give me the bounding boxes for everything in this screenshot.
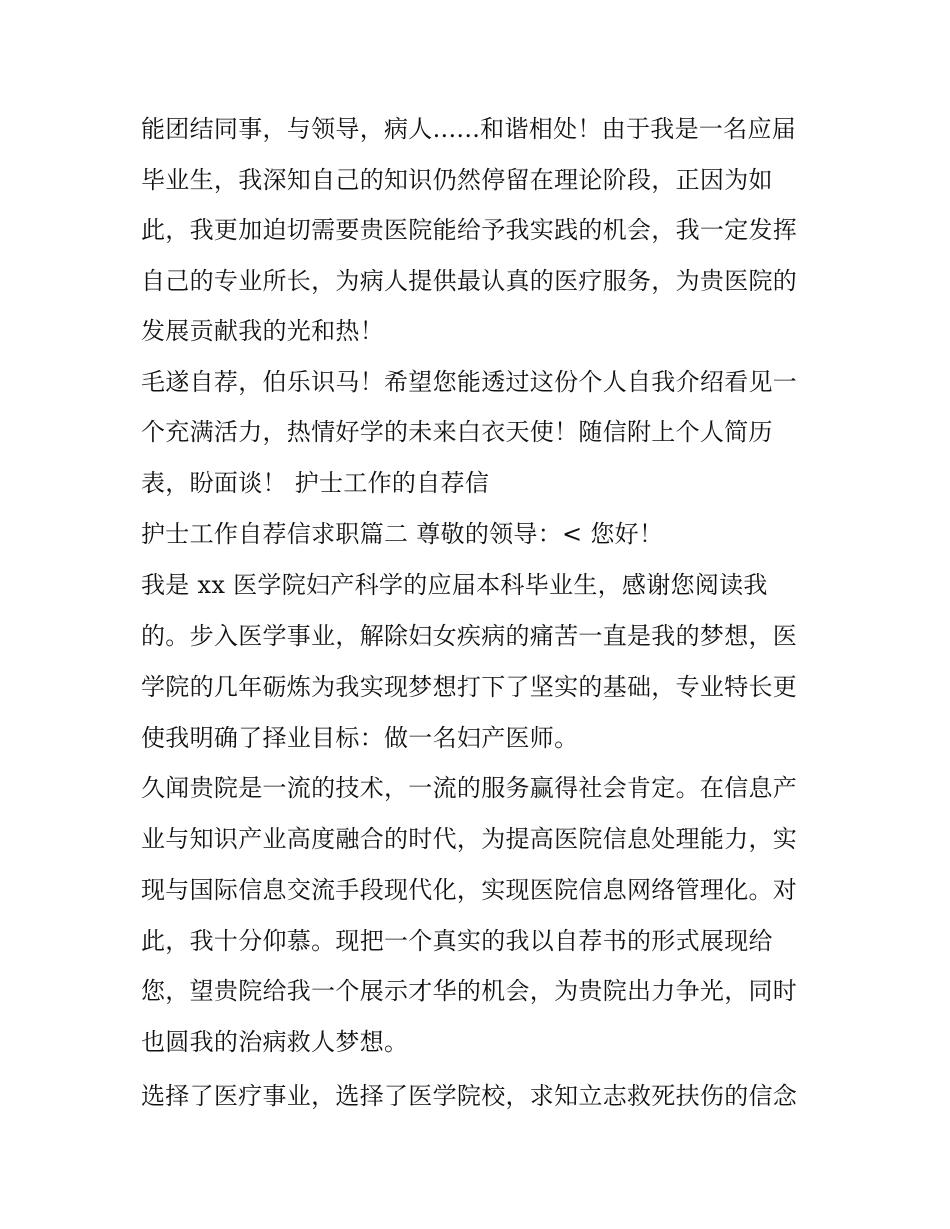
text-line: 个充满活力，热情好学的未来白衣天使！随信附上个人简历 bbox=[141, 418, 773, 446]
text-line: 也圆我的治病救人梦想。 bbox=[141, 1028, 409, 1056]
text-line: 使我明确了择业目标：做一名妇产医师。 bbox=[141, 724, 579, 752]
text-line: 此，我十分仰慕。现把一个真实的我以自荐书的形式展现给 bbox=[141, 927, 773, 955]
text-line: 护士工作自荐信求职篇二 尊敬的领导：< 您好！ bbox=[141, 520, 664, 548]
text-line: 学院的几年砺炼为我实现梦想打下了坚实的基础，专业特长更 bbox=[141, 673, 798, 701]
text-line: 选择了医疗事业，选择了医学院校，求知立志救死扶伤的信念 bbox=[141, 1082, 798, 1110]
text-line: 此，我更加迫切需要贵医院能给予我实践的机会，我一定发挥 bbox=[141, 216, 798, 244]
text-line: 现与国际信息交流手段现代化，实现医院信息网络管理化。对 bbox=[141, 876, 798, 904]
text-line: 毕业生，我深知自己的知识仍然停留在理论阶段，正因为如 bbox=[141, 166, 773, 194]
text-line: 的。步入医学事业，解除妇女疾病的痛苦一直是我的梦想，医 bbox=[141, 622, 798, 650]
text-line: 我是 xx 医学院妇产科学的应届本科毕业生，感谢您阅读我 bbox=[141, 571, 768, 599]
text-line: 您，望贵院给我一个展示才华的机会，为贵院出力争光，同时 bbox=[141, 977, 798, 1005]
text-line: 发展贡献我的光和热！ bbox=[141, 317, 384, 345]
text-line: 久闻贵院是一流的技术，一流的服务赢得社会肯定。在信息产 bbox=[141, 774, 798, 802]
text-line: 表，盼面谈！ 护士工作的自荐信 bbox=[141, 469, 490, 497]
text-line: 自己的专业所长，为病人提供最认真的医疗服务，为贵医院的 bbox=[141, 267, 798, 295]
text-line: 毛遂自荐，伯乐识马！希望您能透过这份个人自我介绍看见一 bbox=[141, 368, 798, 396]
text-line: 业与知识产业高度融合的时代，为提高医院信息处理能力，实 bbox=[141, 825, 798, 853]
text-line: 能团结同事，与领导，病人......和谐相处！由于我是一名应届 bbox=[141, 115, 797, 143]
